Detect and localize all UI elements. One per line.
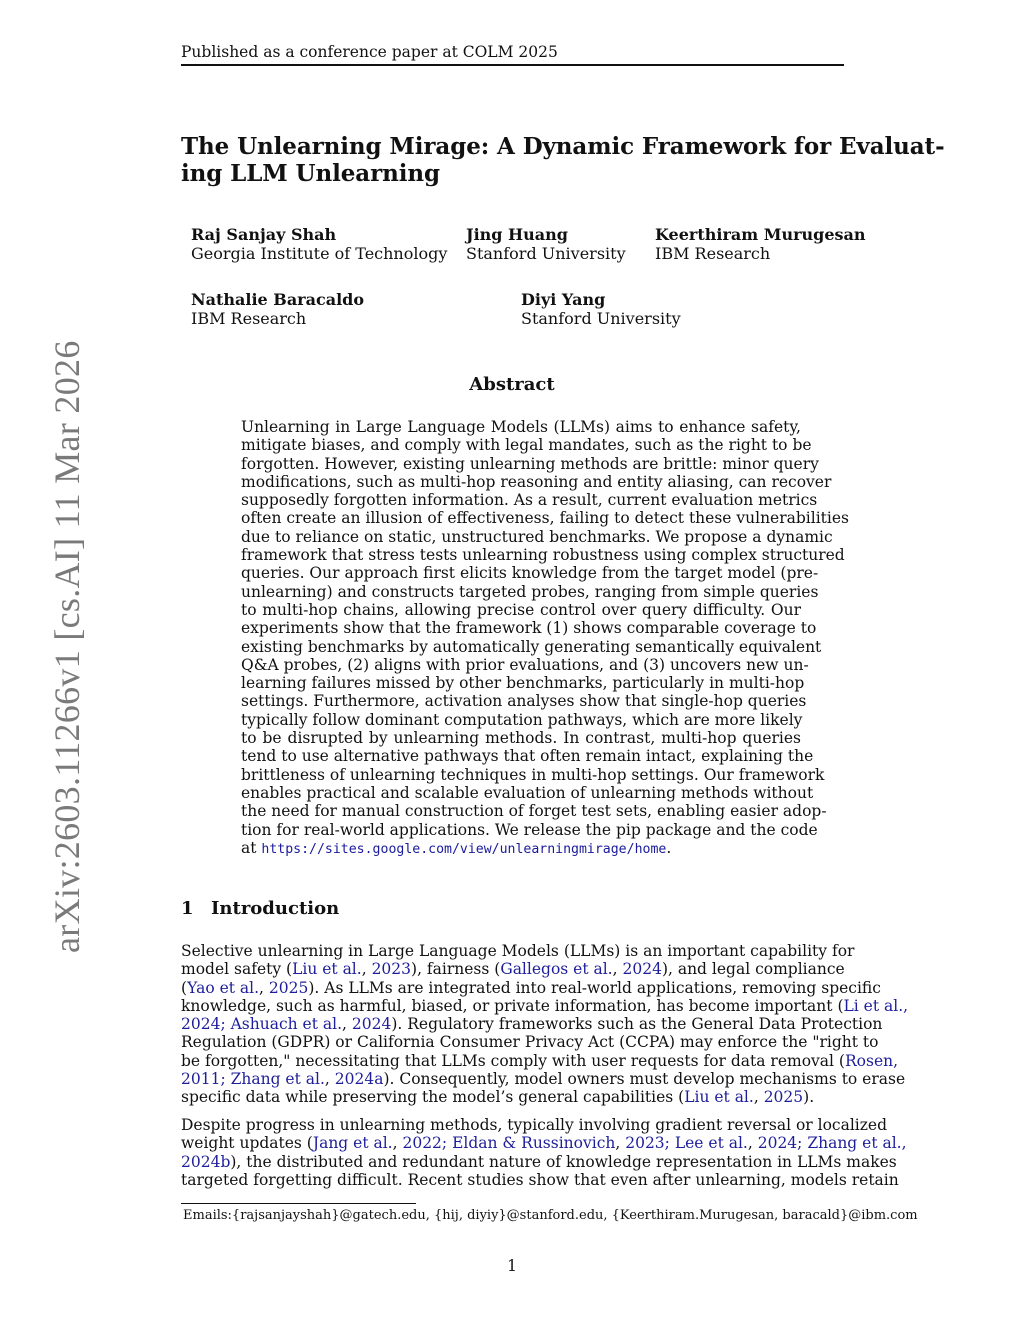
- running-header: Published as a conference paper at COLM 2025: [181, 43, 558, 61]
- paragraph-line: specific data while preserving the model’s general capabilities (Liu et al., 2025).: [181, 1088, 815, 1107]
- abstract-line: modifications, such as multi-hop reasoning and entity aliasing, can recover: [241, 472, 832, 491]
- author-block: [191, 290, 364, 328]
- abstract-line: to be disrupted by unlearning methods. In contrast, multi-hop queries: [241, 729, 801, 748]
- author-block: [466, 225, 626, 263]
- author-affiliation: Georgia Institute of Technology: [191, 244, 448, 263]
- citation-link[interactable]: Eldan & Russinovich: [452, 1134, 616, 1153]
- abstract-line: to multi-hop chains, allowing precise control over query difficulty. Our: [241, 600, 801, 619]
- abstract-line: experiments show that the framework (1) shows comparable coverage to: [241, 619, 817, 638]
- citation-link[interactable]: Rosen: [844, 1051, 894, 1070]
- citation-link[interactable]: 2025: [268, 978, 309, 997]
- abstract-line: mitigate biases, and comply with legal mandates, such as the right to be: [241, 436, 812, 455]
- author-name: Jing Huang: [466, 225, 568, 244]
- citation-link[interactable]: 2024: [181, 1015, 221, 1034]
- paragraph-line: targeted forgetting difficult. Recent studies show that even after unlearning, models retain: [181, 1170, 899, 1189]
- citation-link[interactable]: Zhang et al.: [807, 1134, 902, 1153]
- intro-paragraph: [181, 1116, 907, 1189]
- author-block: [655, 225, 866, 263]
- paragraph-line: be forgotten," necessitating that LLMs comply with user requests for data removal (Rosen,: [181, 1051, 899, 1070]
- citation-link[interactable]: 2022: [402, 1134, 442, 1153]
- author-affiliation: IBM Research: [191, 309, 307, 328]
- paragraph-line: knowledge, such as harmful, biased, or private information, has become important (Li et al.,: [181, 996, 909, 1015]
- abstract-line: supposedly forgotten information. As a result, current evaluation metrics: [241, 491, 818, 510]
- author-block: [191, 225, 447, 263]
- paragraph-line: Regulation (GDPR) or California Consumer Privacy Act (CCPA) may enforce the "right to: [181, 1033, 879, 1052]
- paragraph-line: (Yao et al., 2025). As LLMs are integrated into real-world applications, removing specific: [181, 978, 881, 997]
- abstract-line: forgotten. However, existing unlearning methods are brittle: minor query: [241, 454, 819, 473]
- abstract-line: tion for real-world applications. We release the pip package and the code: [241, 820, 818, 839]
- paragraph-line: 2024; Ashuach et al., 2024). Regulatory frameworks such as the General Data Protection: [181, 1015, 883, 1034]
- abstract-line: Unlearning in Large Language Models (LLMs) aims to enhance safety,: [241, 418, 801, 436]
- citation-link[interactable]: 2025: [763, 1088, 804, 1107]
- citation-link[interactable]: Jang et al.: [312, 1134, 393, 1153]
- author-name: Nathalie Baracaldo: [191, 290, 365, 309]
- citation-link[interactable]: 2024b: [181, 1152, 231, 1171]
- paragraph-line: model safety (Liu et al., 2023), fairness (Gallegos et al., 2024), and legal compliance: [181, 960, 845, 979]
- abstract-line: due to reliance on static, unstructured benchmarks. We propose a dynamic: [241, 527, 833, 546]
- abstract-line: learning failures missed by other benchmarks, particularly in multi-hop: [241, 674, 805, 693]
- abstract-line: the need for manual construction of forget test sets, enabling easier adop-: [241, 802, 827, 821]
- paragraph-line: weight updates (Jang et al., 2022; Eldan & Russinovich, 2023; Lee et al., 2024; Zhang et al.,: [181, 1134, 907, 1153]
- footnote-emails: Emails:{rajsanjayshah}@gatech.edu, {hij, diyiy}@stanford.edu, {Keerthiram.Murugesan, baracald}@ibm.com: [183, 1208, 918, 1223]
- abstract-line: typically follow dominant computation pathways, which are more likely: [241, 710, 803, 729]
- author-affiliation: Stanford University: [466, 244, 626, 263]
- title-line-1: The Unlearning Mirage: A Dynamic Framework for Evaluat-: [181, 133, 945, 160]
- citation-link[interactable]: Ashuach et al.: [230, 1015, 343, 1034]
- abstract-line: queries. Our approach first elicits knowledge from the target model (pre-: [241, 564, 819, 583]
- author-name: Keerthiram Murugesan: [655, 225, 866, 244]
- citation-link[interactable]: 2024: [757, 1134, 798, 1153]
- abstract-line: settings. Furthermore, activation analyses show that single-hop queries: [241, 692, 807, 711]
- citation-link[interactable]: Yao et al.: [187, 978, 260, 997]
- arxiv-identifier-stamp[interactable]: arXiv:2603.11266v1 [cs.AI] 11 Mar 2026: [47, 340, 87, 953]
- paper-title: [181, 133, 945, 187]
- abstract-last-prefix: at: [241, 838, 262, 857]
- page-number: 1: [507, 1257, 517, 1275]
- section-title: Introduction: [211, 898, 340, 919]
- abstract-line: Q&A probes, (2) aligns with prior evaluations, and (3) uncovers new un-: [241, 655, 809, 674]
- paragraph-line: Despite progress in unlearning methods, typically involving gradient reversal or localized: [181, 1116, 888, 1134]
- citation-link[interactable]: Li et al.: [843, 996, 904, 1015]
- abstract-line: often create an illusion of effectiveness, failing to detect these vulnerabilities: [241, 509, 849, 528]
- abstract-last-line: [241, 839, 801, 859]
- abstract-line: tend to use alternative pathways that often remain intact, explaining the: [241, 747, 814, 766]
- header-rule: [181, 64, 844, 66]
- author-affiliation: Stanford University: [521, 309, 681, 328]
- abstract-heading: Abstract: [469, 374, 555, 395]
- author-name: Raj Sanjay Shah: [191, 225, 337, 244]
- citation-link[interactable]: Gallegos et al.: [500, 960, 613, 979]
- citation-link[interactable]: 2023: [625, 1134, 665, 1153]
- abstract-body: [241, 418, 849, 859]
- citation-link[interactable]: 2024: [622, 960, 662, 979]
- citation-link[interactable]: 2023: [371, 960, 412, 979]
- footnote-rule: [181, 1203, 416, 1204]
- abstract-last-suffix: .: [666, 838, 672, 857]
- author-affiliation: IBM Research: [655, 244, 771, 263]
- abstract-line: enables practical and scalable evaluation of unlearning methods without: [241, 783, 814, 802]
- section-heading: [181, 898, 339, 919]
- project-url-link[interactable]: https://sites.google.com/view/unlearningmirage/home: [261, 841, 667, 857]
- section-number: 1: [181, 898, 194, 919]
- author-block: [521, 290, 681, 328]
- abstract-line: unlearning) and constructs targeted probes, ranging from simple queries: [241, 582, 819, 601]
- title-line-2: ing LLM Unlearning: [181, 160, 440, 187]
- paragraph-line: Selective unlearning in Large Language Models (LLMs) is an important capability for: [181, 942, 855, 960]
- citation-link[interactable]: 2024a: [334, 1070, 384, 1089]
- citation-link[interactable]: Liu et al.: [684, 1088, 754, 1107]
- paragraph-line: 2024b), the distributed and redundant nature of knowledge representation in LLMs makes: [181, 1152, 897, 1171]
- abstract-line: brittleness of unlearning techniques in multi-hop settings. Our framework: [241, 765, 825, 784]
- abstract-line: framework that stress tests unlearning robustness using complex structured: [241, 546, 845, 565]
- citation-link[interactable]: Zhang et al.: [230, 1070, 325, 1089]
- intro-paragraph: [181, 942, 909, 1107]
- paragraph-line: 2011; Zhang et al., 2024a). Consequently, model owners must develop mechanisms to erase: [181, 1070, 906, 1089]
- citation-link[interactable]: Liu et al.: [292, 960, 362, 979]
- citation-link[interactable]: Lee et al.: [674, 1134, 748, 1153]
- abstract-line: existing benchmarks by automatically generating semantically equivalent: [241, 637, 822, 656]
- author-name: Diyi Yang: [521, 290, 606, 309]
- citation-link[interactable]: 2024: [351, 1015, 392, 1034]
- citation-link[interactable]: 2011: [181, 1070, 221, 1089]
